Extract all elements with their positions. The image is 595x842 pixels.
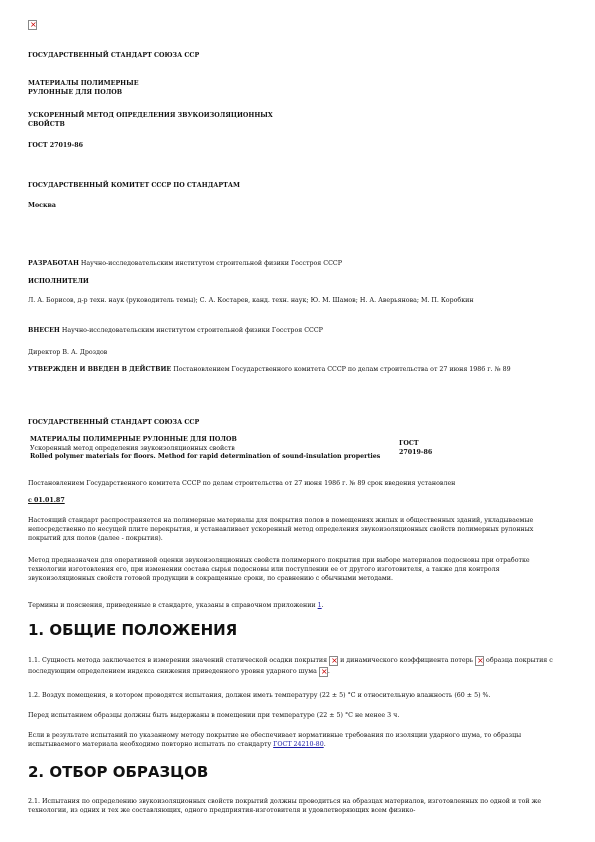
section2-heading: 2. ОТБОР ОБРАЗЦОВ [28, 763, 209, 781]
introduced-line [28, 326, 323, 335]
developed-text: Научно-исследовательским институтом строительной физики Госстроя СССР [78, 260, 342, 267]
section1-p4 [28, 731, 560, 749]
formula-noise-index-icon [319, 667, 328, 677]
formula-loss-coefficient-icon [475, 656, 484, 666]
section1-heading: 1. ОБЩИЕ ПОЛОЖЕНИЯ [28, 621, 238, 639]
developed-label: РАЗРАБОТАН [28, 260, 79, 267]
section1-p1 [28, 655, 560, 677]
developed-line [28, 259, 342, 268]
city: Москва [28, 202, 57, 209]
gost-24210-link[interactable]: ГОСТ 24210-80 [273, 741, 324, 748]
effective-date: с 01.01.87 [28, 497, 65, 504]
director-line: Директор В. А. Дроздов [28, 349, 108, 356]
formula-static-settlement-icon [329, 656, 338, 666]
gost-number: ГОСТ 27019-86 [28, 142, 84, 149]
section1-p2: 1.2. Воздух помещения, в котором проводятся испытания, должен иметь температуру (22 ± 5) °С и относительную влажность (60 ± 5) %. [28, 692, 491, 699]
approved-line [28, 365, 560, 374]
section1-p3: Перед испытанием образцы должны быть выдержаны в помещении при температуре (22 ± 5) °С не менее 3 ч. [28, 712, 400, 719]
material-title-line2: РУЛОННЫЕ ДЛЯ ПОЛОВ [28, 89, 123, 96]
standard-title-table [28, 436, 568, 462]
p1-text-b: и динамического коэффициента потерь [338, 657, 476, 664]
state-standard-heading: ГОСУДАРСТВЕННЫЙ СТАНДАРТ СОЮЗА ССР [28, 52, 200, 59]
standard-gost-number: 27019-86 [399, 448, 433, 456]
standard-gost-label: ГОСТ [399, 440, 419, 447]
committee-heading: ГОСУДАРСТВЕННЫЙ КОМИТЕТ СССР ПО СТАНДАРТАМ [28, 182, 240, 189]
performers-text: Л. А. Борисов, д-р техн. наук (руководитель темы); С. А. Костарев, канд. техн. наук; Ю. М. Шамов; Н. А. Аверьянова; М. П. Коробкин [28, 297, 474, 304]
p4-end: . [323, 741, 326, 748]
decree-line: Постановлением Государственного комитета СССР по делам строительства от 27 июня 1986 г. № 89 срок введения установлен [28, 480, 456, 487]
material-title-line1: МАТЕРИАЛЫ ПОЛИМЕРНЫЕ [28, 80, 139, 87]
terms-end: . [321, 602, 324, 609]
method-title-line1: УСКОРЕННЫЙ МЕТОД ОПРЕДЕЛЕНИЯ ЗВУКОИЗОЛЯЦИОННЫХ [28, 112, 273, 119]
terms-text: Термины и пояснения, приведенные в стандарте, указаны в справочном приложении [28, 602, 318, 609]
p1-text-c: образца покрытия с последующим определением индекса снижения приведенного уровня ударного шума [28, 657, 553, 675]
introduced-text: Научно-исследовательским институтом строительной физики Госстроя СССР [59, 327, 323, 334]
p4-text: Если в результате испытаний по указанному методу покрытие не обеспечивает нормативные требования по изоляции ударного шума, то образцы испытываемого материала необходимо повторно испытать по стандарту [28, 732, 522, 748]
standard-subtitle-ru: Ускоренный метод определения звукоизоляционных свойств [30, 444, 235, 452]
p1-text-d: . [327, 668, 330, 675]
broken-image-icon [28, 20, 37, 30]
terms-paragraph [28, 601, 324, 610]
approved-text: Постановлением Государственного комитета СССР по делам строительства от 27 июня 1986 г. № 89 [171, 366, 511, 373]
standard-title-en: Rolled polymer materials for floors. Method for rapid determination of sound-insulation properties [30, 453, 381, 460]
introduced-label: ВНЕСЕН [28, 327, 60, 334]
standard-block-heading: ГОСУДАРСТВЕННЫЙ СТАНДАРТ СОЮЗА ССР [28, 419, 200, 426]
method-title-line2: СВОЙСТВ [28, 121, 65, 128]
purpose-paragraph: Метод предназначен для оперативной оценки звукоизоляционных свойств полимерного покрытия при выборе материалов подосновы при отработке технологии изготовления его, при изменении состава сырья подосновы или поступлении ее от другого изготовителя, а также для контроля звукоизоляционных свойств готовой продукции в сокращенные сроки, по сравнению с обычными методами. [28, 557, 530, 582]
section2-p1: 2.1. Испытания по определению звукоизоляционных свойств покрытий должны проводиться на образцах материалов, изготовленных по одной и той же технологии, из одних и тех же составляющих, одного предприятия-изготовителя и удовлетворяющих всем физико- [28, 798, 542, 814]
approved-label: УТВЕРЖДЕН И ВВЕДЕН В ДЕЙСТВИЕ [28, 366, 172, 373]
appendix-link[interactable]: 1 [317, 602, 322, 609]
performers-label: ИСПОЛНИТЕЛИ [28, 278, 89, 285]
standard-title-ru: МАТЕРИАЛЫ ПОЛИМЕРНЫЕ РУЛОННЫЕ ДЛЯ ПОЛОВ [30, 436, 237, 443]
p1-text-a: 1.1. Сущность метода заключается в измерении значений статической осадки покрытия [28, 657, 330, 664]
scope-paragraph: Настоящий стандарт распространяется на полимерные материалы для покрытия полов в помещениях жилых и общественных зданий, укладываемые непосредственно по несущей плите перекрытия, и устанавливает ускоренный метод определения звукоизоляционных свойств полимерных рулонных покрытий для полов (далее - покрытия). [28, 517, 534, 542]
